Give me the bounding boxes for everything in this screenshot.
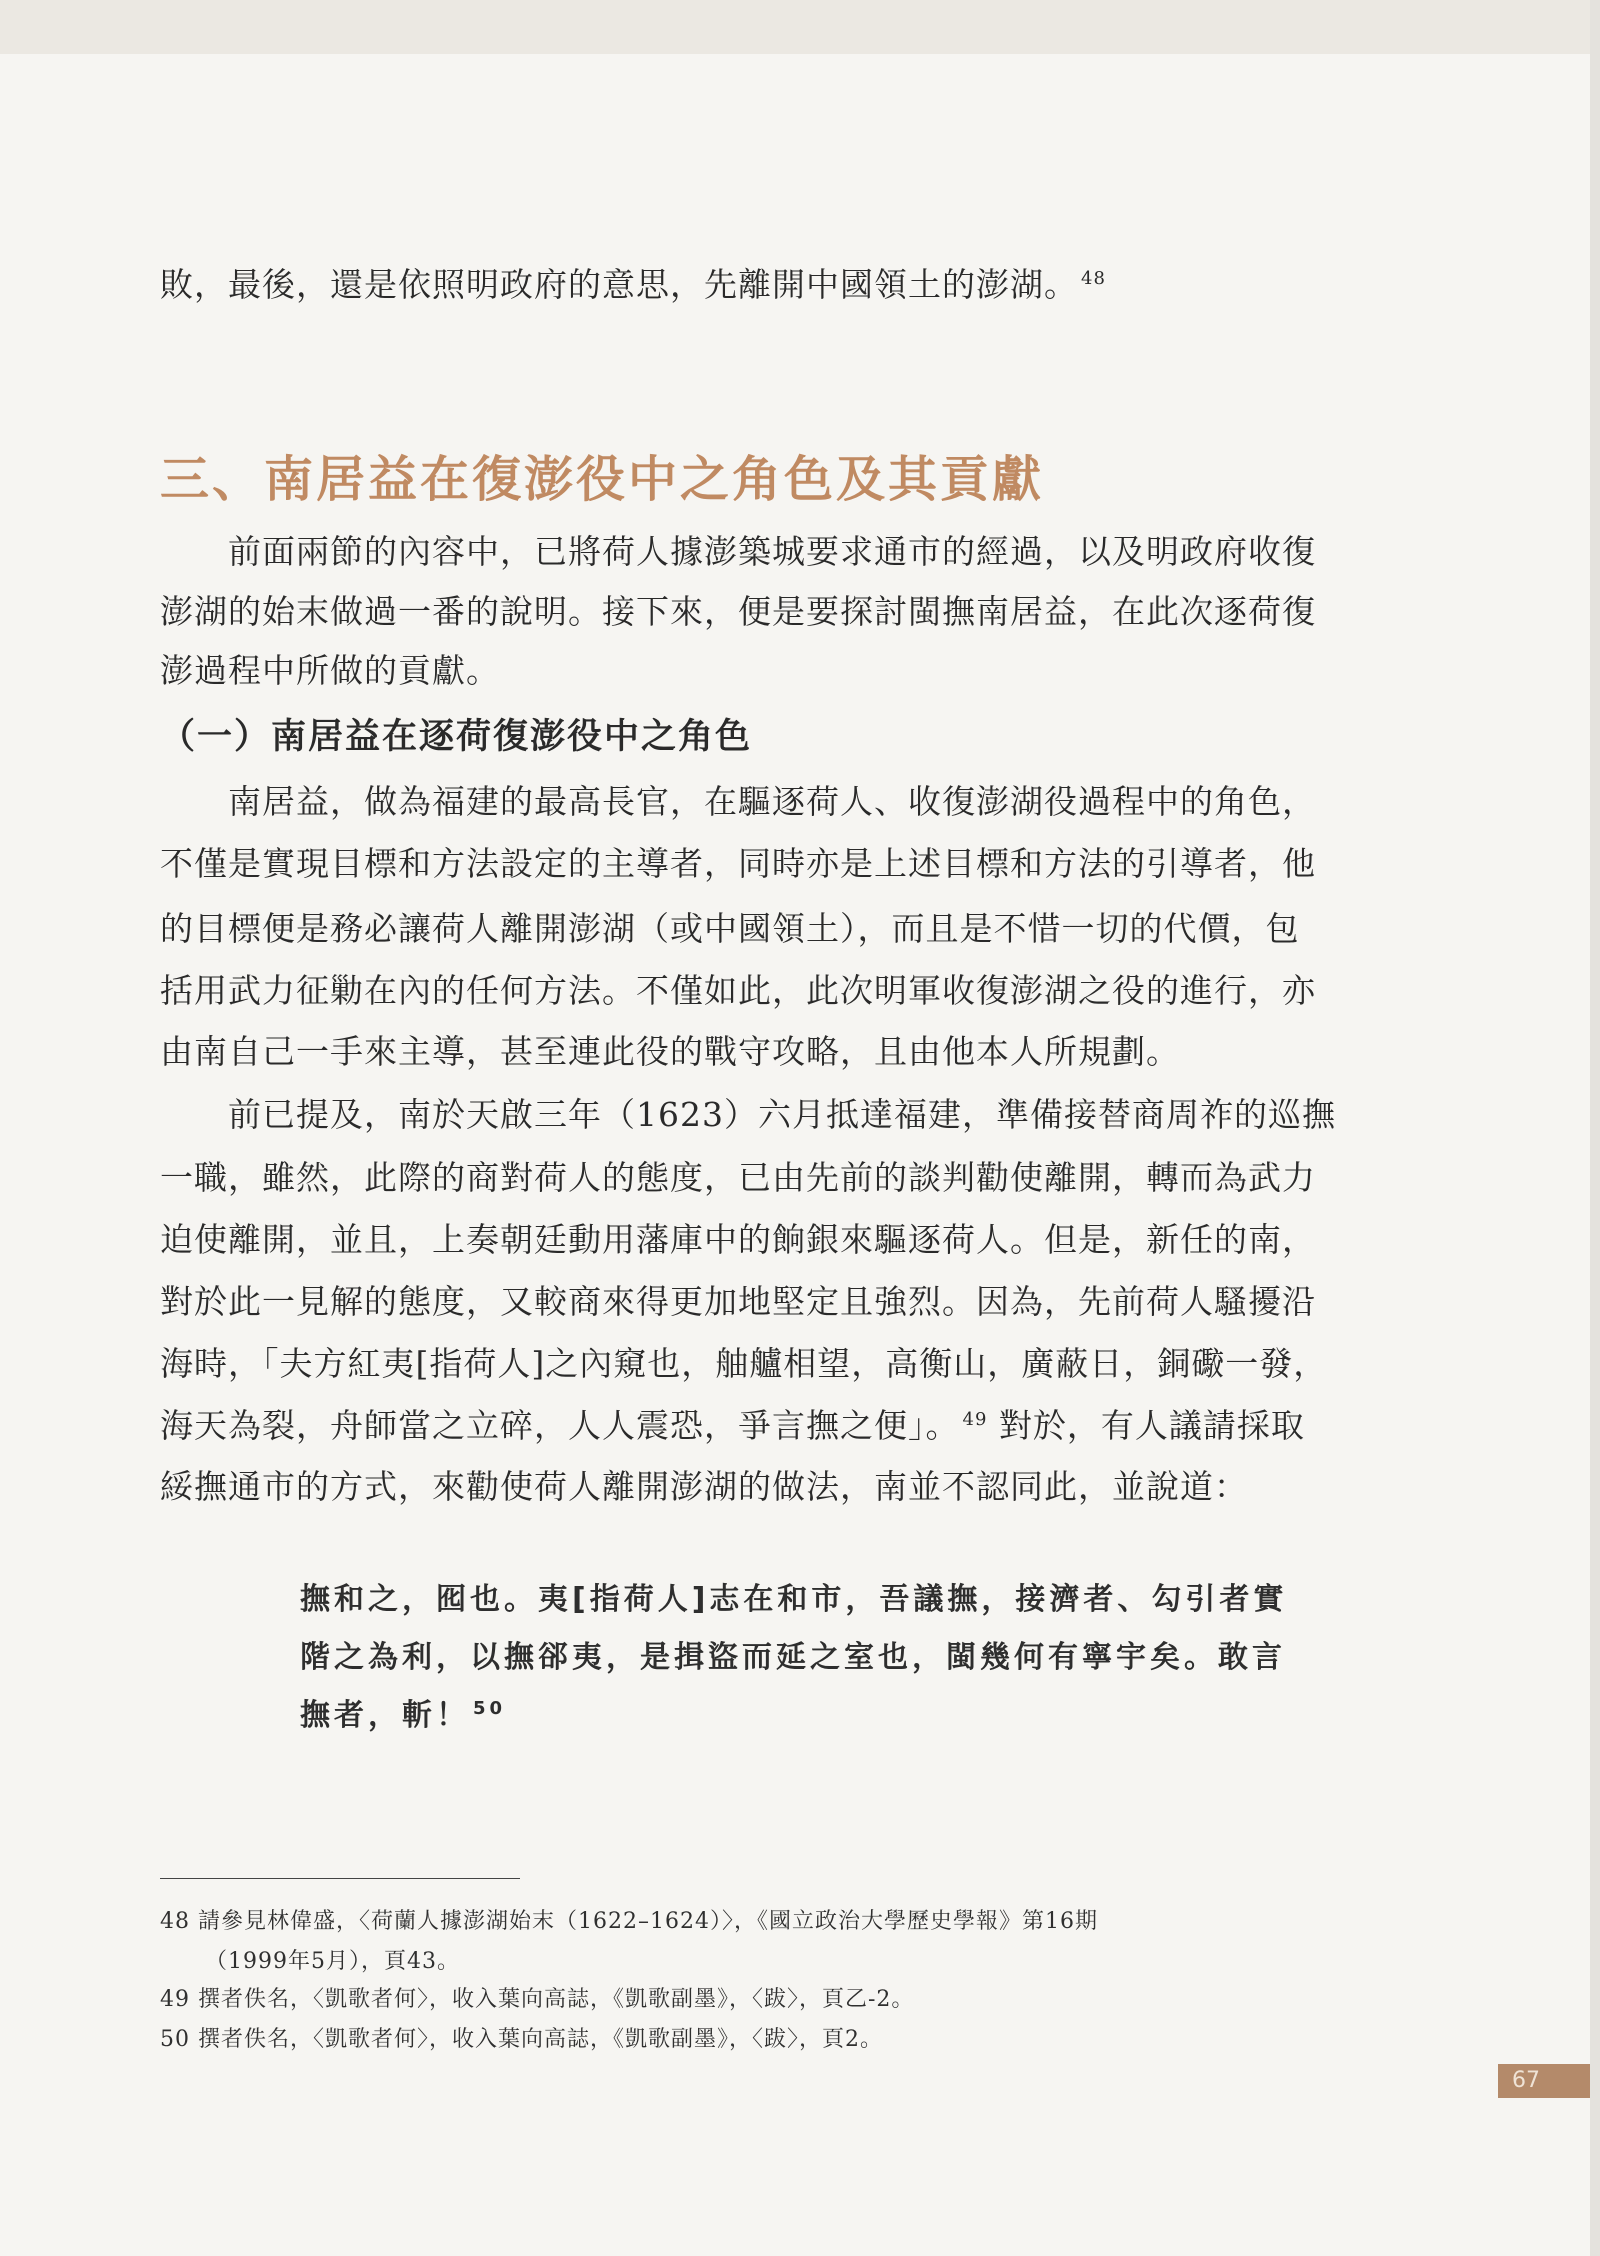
intro-line [160, 260, 1350, 310]
paragraph-line: 由南自己一手來主導，甚至連此役的戰守攻略，且由他本人所規劃。 [160, 1032, 1180, 1071]
quote-text: 撫者，斬！ [300, 1698, 470, 1733]
paragraph-line: 對於此一見解的態度，又較商來得更加地堅定且強烈。因為，先前荷人騷擾沿 [160, 1282, 1316, 1321]
section-title: 三、南居益在復澎役中之角色及其貢獻 [160, 451, 1045, 508]
footnote-48: 48 請參見林偉盛，〈荷蘭人據澎湖始末（1622–1624）〉，《國立政治大學歷史學報》第16期 [160, 1909, 1098, 1934]
quote-line: 撫和之，囮也。夷[指荷人]志在和市，吾議撫，接濟者、勾引者實 [300, 1582, 1288, 1617]
footnote-ref-49: 49 [962, 1409, 988, 1430]
subsection-title: （一）南居益在逐荷復澎役中之角色 [160, 717, 753, 757]
quote-line [300, 1691, 1350, 1741]
paragraph-line: 括用武力征勦在內的任何方法。不僅如此，此次明軍收復澎湖之役的進行，亦 [160, 971, 1316, 1010]
paragraph-line: 南居益，做為福建的最高長官，在驅逐荷人、收復澎湖役過程中的角色， [228, 782, 1316, 821]
quote-line: 階之為利，以撫郤夷，是揖盜而延之室也，閩幾何有寧宇矣。敢言 [300, 1640, 1286, 1675]
paragraph-line: 前已提及，南於天啟三年（1623）六月抵達福建，準備接替商周祚的巡撫 [228, 1095, 1336, 1134]
paragraph-line: 一職，雖然，此際的商對荷人的態度，已由先前的談判勸使離開，轉而為武力 [160, 1158, 1316, 1197]
paragraph-text: 對於，有人議請採取 [998, 1406, 1305, 1445]
footnote-48-continued: （1999年5月），頁43。 [205, 1949, 460, 1974]
top-band [0, 0, 1600, 54]
footnote-50: 50 撰者佚名，〈凱歌者何〉，收入葉向高誌，《凱歌副墨》，〈跋〉，頁2。 [160, 2027, 883, 2052]
footnote-49: 49 撰者佚名，〈凱歌者何〉，收入葉向高誌，《凱歌副墨》，〈跋〉，頁乙-2。 [160, 1987, 915, 2012]
footnote-ref-48: 48 [1081, 268, 1106, 289]
intro-text: 敗，最後，還是依照明政府的意思，先離開中國領土的澎湖。 [160, 265, 1078, 304]
section-paragraph-line: 前面兩節的內容中，已將荷人據澎築城要求通市的經過，以及明政府收復 [228, 532, 1316, 571]
page-number: 67 [1498, 2064, 1590, 2098]
paragraph-line: 綏撫通市的方式，來勸使荷人離開澎湖的做法，南並不認同此，並說道： [160, 1467, 1248, 1506]
paragraph-line: 不僅是實現目標和方法設定的主導者，同時亦是上述目標和方法的引導者，他 [160, 844, 1316, 883]
paragraph-line [160, 1401, 1350, 1451]
paragraph-line: 的目標便是務必讓荷人離開澎湖（或中國領土），而且是不惜一切的代價，包 [160, 909, 1300, 948]
paragraph-text: 海天為裂，舟師當之立碎，人人震恐，爭言撫之便」。 [160, 1406, 960, 1445]
paragraph-line: 海時，「夫方紅夷[指荷人]之內窺也，舳艫相望，高衡山，廣蔽日，銅礮一發， [160, 1344, 1328, 1383]
paragraph-line: 迫使離開，並且，上奏朝廷動用藩庫中的餉銀來驅逐荷人。但是，新任的南， [160, 1220, 1316, 1259]
section-paragraph-line: 澎湖的始末做過一番的說明。接下來，便是要探討閩撫南居益，在此次逐荷復 [160, 592, 1316, 631]
footnote-ref-50: 50 [473, 1698, 507, 1719]
right-edge-strip [1590, 0, 1600, 2256]
footnote-divider [160, 1878, 520, 1879]
section-paragraph-line: 澎過程中所做的貢獻。 [160, 651, 500, 690]
